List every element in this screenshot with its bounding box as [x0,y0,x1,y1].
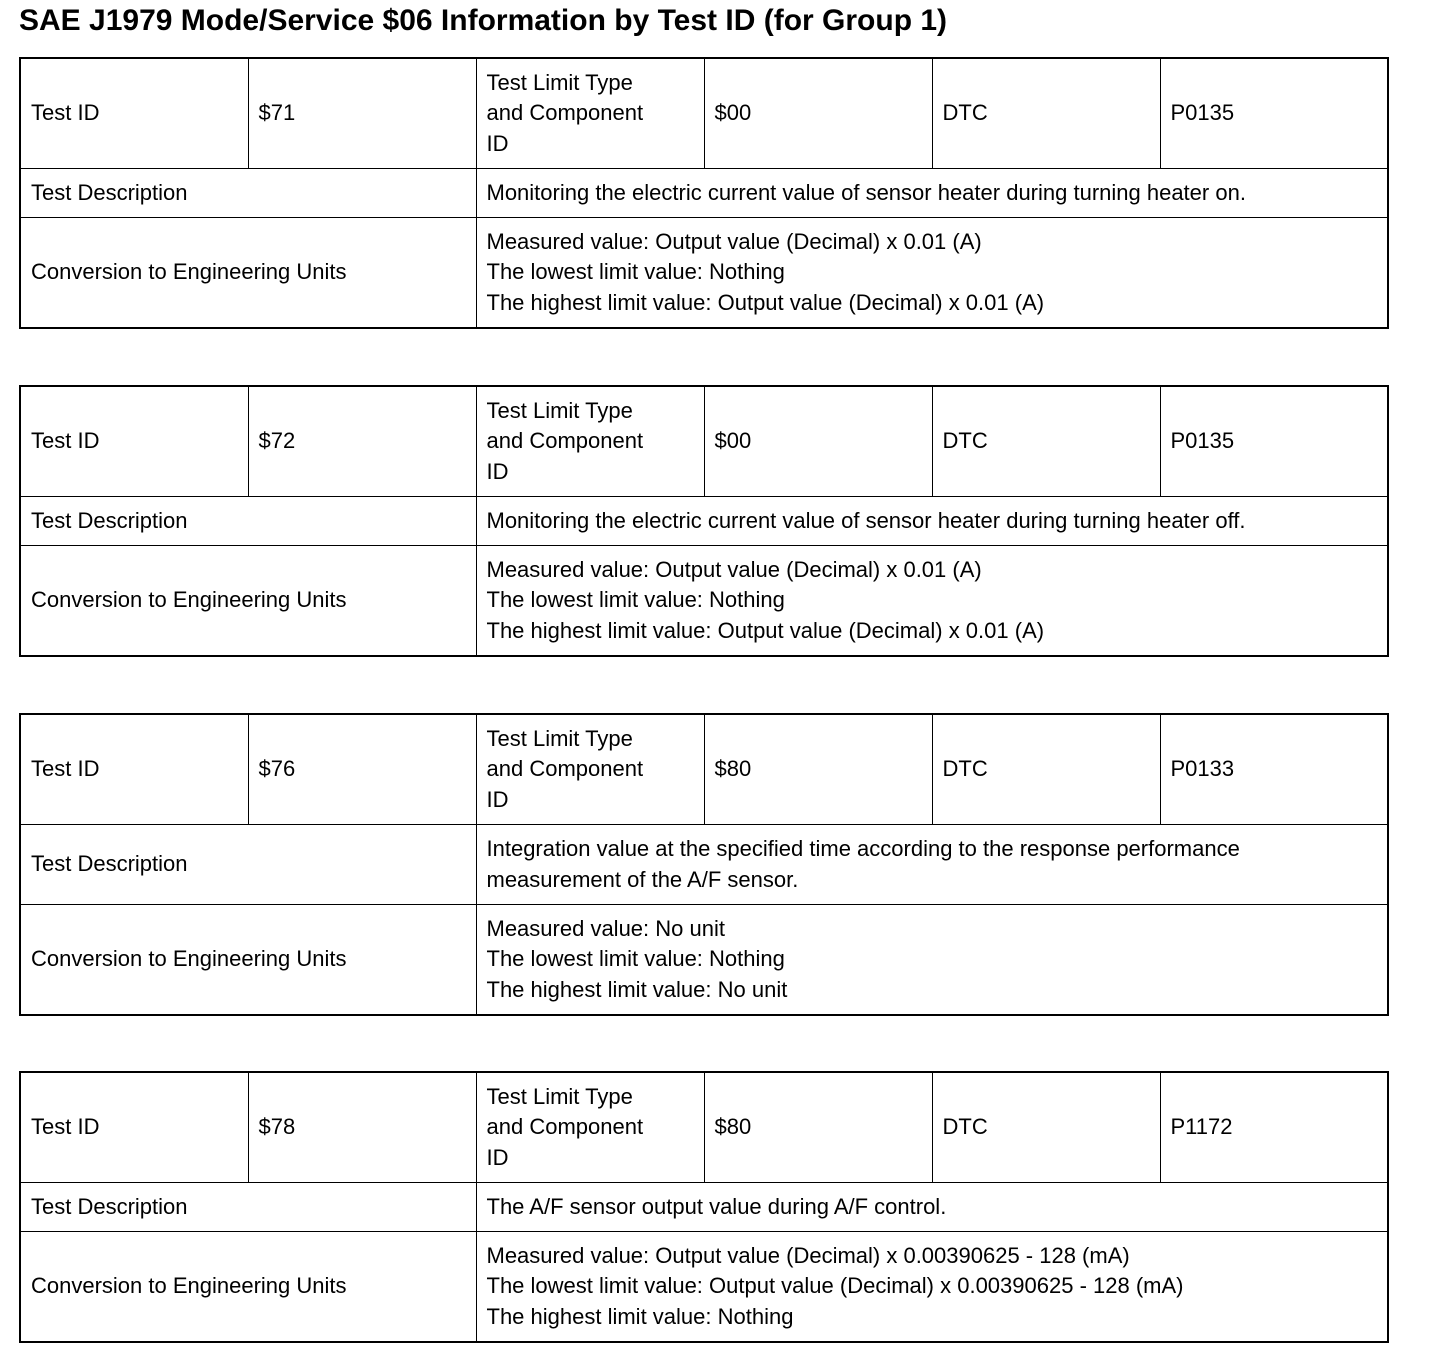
conversion-line: Measured value: No unit [486,915,725,941]
test-id-label: Test ID [20,1072,248,1183]
test-table [19,1071,1389,1343]
dtc-value: P0135 [1160,58,1388,169]
dtc-value: P0133 [1160,714,1388,825]
conversion-row [20,546,1388,657]
conversion-line: Measured value: Output value (Decimal) x 0.00390625 - 128 (mA) [486,1242,1130,1268]
description-value: Integration value at the specified time according to the response performance measurement of the A/F sensor. [476,825,1388,905]
test-id-value: $78 [248,1072,476,1183]
header-row [20,1072,1388,1183]
conversion-label: Conversion to Engineering Units [20,218,476,329]
description-row [20,825,1388,905]
description-label: Test Description [20,169,476,218]
conversion-line: The highest limit value: Output value (Decimal) x 0.01 (A) [486,617,1045,643]
page-title: SAE J1979 Mode/Service $06 Information by Test ID (for Group 1) [19,4,948,37]
conversion-line: Measured value: Output value (Decimal) x 0.01 (A) [486,228,982,254]
description-label: Test Description [20,497,476,546]
header-row [20,58,1388,169]
test-table [19,713,1389,1016]
description-value: The A/F sensor output value during A/F control. [476,1183,1388,1232]
limit-type-label: Test Limit Type and Component ID [476,58,704,169]
dtc-label: DTC [932,386,1160,497]
test-id-value: $72 [248,386,476,497]
description-row [20,497,1388,546]
conversion-line: The highest limit value: Nothing [486,1303,794,1329]
conversion-label: Conversion to Engineering Units [20,546,476,657]
test-id-value: $76 [248,714,476,825]
conversion-value [476,905,1388,1016]
dtc-value: P0135 [1160,386,1388,497]
description-value: Monitoring the electric current value of sensor heater during turning heater on. [476,169,1388,218]
conversion-row [20,1232,1388,1343]
test-table [19,57,1389,329]
limit-type-label: Test Limit Type and Component ID [476,386,704,497]
conversion-line: The lowest limit value: Nothing [486,259,785,285]
test-id-label: Test ID [20,58,248,169]
description-row [20,1183,1388,1232]
conversion-line: The lowest limit value: Nothing [486,946,785,972]
limit-type-value: $00 [704,386,932,497]
conversion-label: Conversion to Engineering Units [20,905,476,1016]
dtc-label: DTC [932,1072,1160,1183]
test-id-label: Test ID [20,714,248,825]
limit-type-label: Test Limit Type and Component ID [476,1072,704,1183]
conversion-value [476,218,1388,329]
conversion-line: The highest limit value: Output value (Decimal) x 0.01 (A) [486,289,1045,315]
test-table [19,385,1389,657]
description-row [20,169,1388,218]
conversion-row [20,905,1388,1016]
conversion-label: Conversion to Engineering Units [20,1232,476,1343]
dtc-label: DTC [932,714,1160,825]
limit-type-value: $80 [704,1072,932,1183]
dtc-value: P1172 [1160,1072,1388,1183]
test-id-label: Test ID [20,386,248,497]
conversion-value [476,546,1388,657]
description-value: Monitoring the electric current value of sensor heater during turning heater off. [476,497,1388,546]
conversion-line: The lowest limit value: Nothing [486,587,785,613]
header-row [20,386,1388,497]
dtc-label: DTC [932,58,1160,169]
description-label: Test Description [20,825,476,905]
description-label: Test Description [20,1183,476,1232]
limit-type-label: Test Limit Type and Component ID [476,714,704,825]
header-row [20,714,1388,825]
conversion-line: Measured value: Output value (Decimal) x 0.01 (A) [486,556,982,582]
test-id-value: $71 [248,58,476,169]
conversion-value [476,1232,1388,1343]
conversion-row [20,218,1388,329]
conversion-line: The lowest limit value: Output value (Decimal) x 0.00390625 - 128 (mA) [486,1273,1184,1299]
limit-type-value: $80 [704,714,932,825]
limit-type-value: $00 [704,58,932,169]
conversion-line: The highest limit value: No unit [486,976,788,1002]
